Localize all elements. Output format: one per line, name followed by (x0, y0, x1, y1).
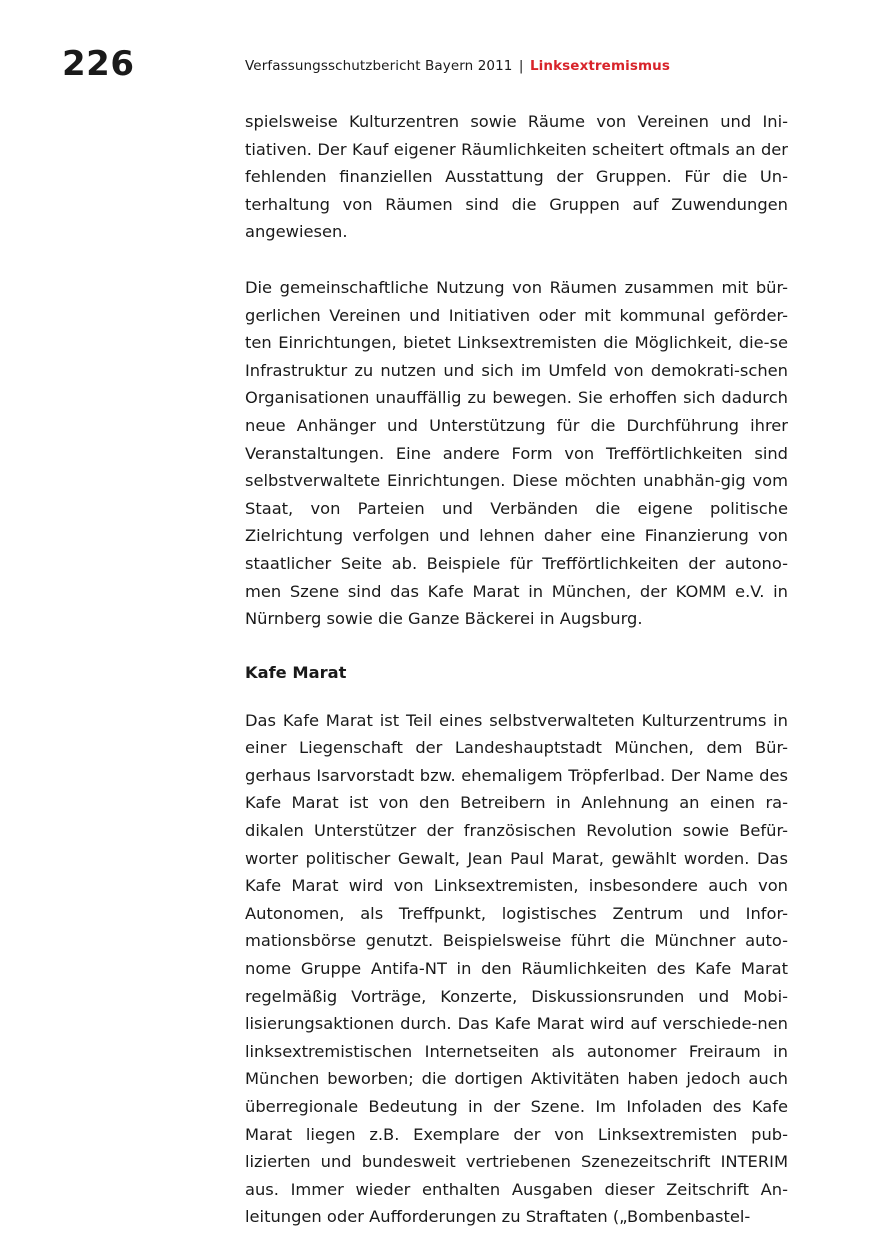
paragraph: Die gemeinschaftliche Nutzung von Räumen zusammen mit bür-gerlichen Vereinen und Initiativen oder mit kommunal geförder-ten Einrichtungen, bietet Linksextremisten die Möglichkeit, die-se Infrastruktur zu nutzen und sich im Umfeld von demokrati-schen Organisationen unauffällig zu bewegen. Sie erhoffen sich dadurch neue Anhänger und Unterstützung für die Durchführung ihrer Veranstaltungen. Eine andere Form von Trefförtlichkeiten sind selbstverwaltete Einrichtungen. Diese möchten unabhän-gig vom Staat, von Parteien und Verbänden die eigene politische Zielrichtung verfolgen und lehnen daher eine Finanzierung von staatlicher Seite ab. Beispiele für Trefförtlichkeiten der autono-men Szene sind das Kafe Marat in München, der KOMM e.V. in Nürnberg sowie die Ganze Bäckerei in Augsburg. (245, 277, 788, 629)
page-content (245, 108, 788, 1231)
section-subheading: Kafe Marat (245, 662, 347, 682)
running-head-title: Verfassungsschutzbericht Bayern 2011 (245, 58, 513, 74)
running-head-section: Linksextremismus (529, 58, 670, 74)
paragraph: Das Kafe Marat ist Teil eines selbstverwalteten Kulturzentrums in einer Liegenschaft der Landeshauptstadt München, dem Bür-gerhaus Isarvorstadt bzw. ehemaligem Tröpferlbad. Der Name des Kafe Marat ist von den Betreibern in Anlehnung an einen ra-dikalen Unterstützer der französischen Revolution sowie Befür-worter politischer Gewalt, Jean Paul Marat, gewählt worden. Das Kafe Marat wird von Linksextremisten, insbesondere auch von Autonomen, als Treffpunkt, logistisches Zentrum und Infor-mationsbörse genutzt. Beispielsweise führt die Münchner auto-nome Gruppe Antifa-NT in den Räumlichkeiten des Kafe Marat regelmäßig Vorträge, Konzerte, Diskussionsrunden und Mobi-lisierungsaktionen durch. Das Kafe Marat wird auf verschiede-nen linksextremistischen Internetseiten als autonomer Freiraum in München beworben; die dortigen Aktivitäten haben jedoch auch überregionale Bedeutung in der Szene. Im Infoladen des Kafe Marat liegen z.B. Exemplare der von Linksextremisten pub-lizierten und bundesweit vertriebenen Szenezeitschrift INTERIM aus. Immer wieder enthalten Ausgaben dieser Zeitschrift An-leitungen oder Aufforderungen zu Straftaten („Bombenbastel- (245, 710, 788, 1227)
running-head (245, 58, 670, 74)
running-head-separator: | (518, 58, 524, 74)
page-number: 226 (62, 44, 135, 84)
paragraph: spielsweise Kulturzentren sowie Räume von Vereinen und Ini-tiativen. Der Kauf eigener Räumlichkeiten scheitert oftmals an der fehlenden finanziellen Ausstattung der Gruppen. Für die Un-terhaltung von Räumen sind die Gruppen auf Zuwendungen angewiesen. (245, 112, 788, 242)
